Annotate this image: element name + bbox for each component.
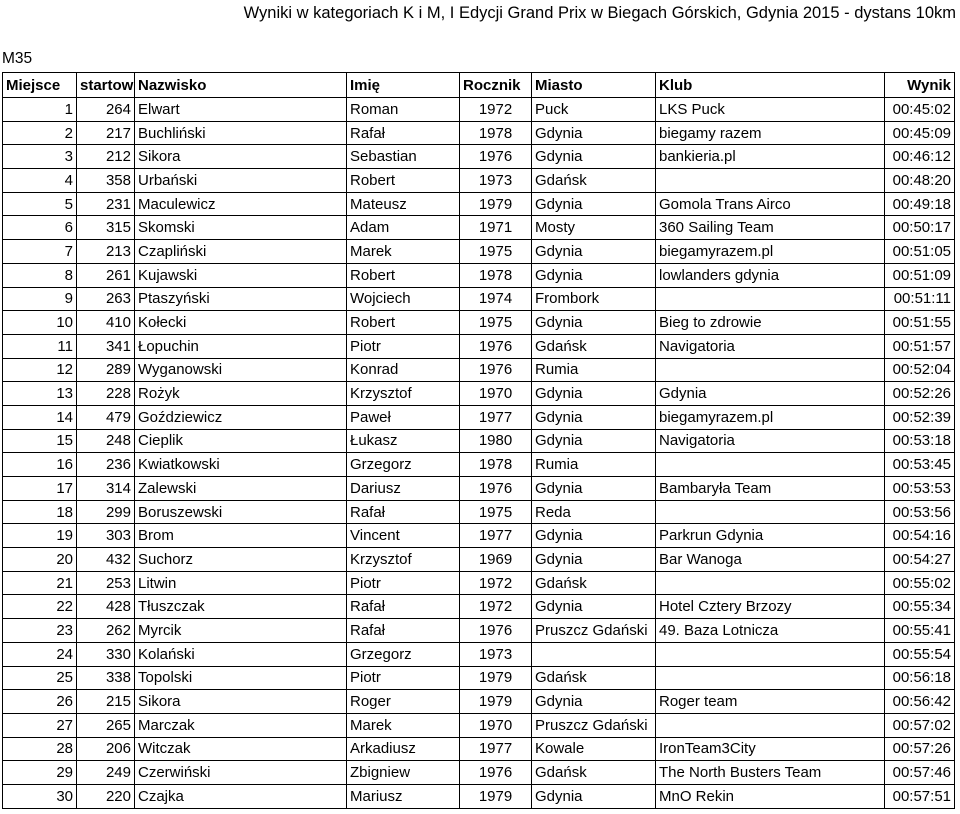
first-name-cell: Wojciech	[347, 287, 460, 311]
city-cell: Gdynia	[532, 240, 656, 264]
surname-cell: Sikora	[135, 145, 347, 169]
city-cell: Gdańsk	[532, 334, 656, 358]
result-time-cell: 00:53:56	[885, 500, 955, 524]
city-cell: Gdynia	[532, 263, 656, 287]
city-cell: Pruszcz Gdański	[532, 713, 656, 737]
start-number-cell: 231	[77, 192, 135, 216]
place-cell: 30	[3, 784, 77, 808]
club-cell	[656, 500, 885, 524]
place-cell: 27	[3, 713, 77, 737]
start-number-cell: 212	[77, 145, 135, 169]
city-cell: Gdańsk	[532, 666, 656, 690]
result-time-cell: 00:54:16	[885, 524, 955, 548]
surname-cell: Boruszewski	[135, 500, 347, 524]
place-cell: 11	[3, 334, 77, 358]
birth-year-cell: 1972	[460, 98, 532, 122]
header-row	[3, 73, 955, 98]
start-number-cell: 432	[77, 548, 135, 572]
club-cell: biegamyrazem.pl	[656, 240, 885, 264]
table-row	[3, 240, 955, 264]
birth-year-cell: 1970	[460, 713, 532, 737]
city-cell: Gdańsk	[532, 169, 656, 193]
table-row	[3, 571, 955, 595]
club-cell: lowlanders gdynia	[656, 263, 885, 287]
start-number-cell: 315	[77, 216, 135, 240]
birth-year-cell: 1969	[460, 548, 532, 572]
start-number-cell: 479	[77, 405, 135, 429]
table-row	[3, 334, 955, 358]
surname-cell: Marczak	[135, 713, 347, 737]
result-time-cell: 00:51:11	[885, 287, 955, 311]
result-time-cell: 00:52:04	[885, 358, 955, 382]
surname-cell: Myrcik	[135, 619, 347, 643]
surname-cell: Witczak	[135, 737, 347, 761]
club-cell	[656, 571, 885, 595]
start-number-cell: 338	[77, 666, 135, 690]
club-cell: MnO Rekin	[656, 784, 885, 808]
first-name-cell: Zbigniew	[347, 761, 460, 785]
club-cell	[656, 358, 885, 382]
place-cell: 29	[3, 761, 77, 785]
result-time-cell: 00:57:26	[885, 737, 955, 761]
table-row	[3, 287, 955, 311]
start-number-cell: 262	[77, 619, 135, 643]
birth-year-cell: 1977	[460, 405, 532, 429]
result-time-cell: 00:56:42	[885, 690, 955, 714]
city-cell: Gdynia	[532, 145, 656, 169]
header-nazwisko: Nazwisko	[135, 73, 347, 98]
city-cell: Frombork	[532, 287, 656, 311]
first-name-cell: Marek	[347, 240, 460, 264]
city-cell: Gdynia	[532, 429, 656, 453]
surname-cell: Elwart	[135, 98, 347, 122]
birth-year-cell: 1978	[460, 121, 532, 145]
place-cell: 10	[3, 311, 77, 335]
club-cell	[656, 169, 885, 193]
birth-year-cell: 1975	[460, 311, 532, 335]
result-time-cell: 00:57:46	[885, 761, 955, 785]
surname-cell: Cieplik	[135, 429, 347, 453]
surname-cell: Maculewicz	[135, 192, 347, 216]
club-cell: Hotel Cztery Brzozy	[656, 595, 885, 619]
club-cell: 360 Sailing Team	[656, 216, 885, 240]
surname-cell: Urbański	[135, 169, 347, 193]
surname-cell: Kwiatkowski	[135, 453, 347, 477]
table-row	[3, 690, 955, 714]
result-time-cell: 00:45:02	[885, 98, 955, 122]
birth-year-cell: 1977	[460, 524, 532, 548]
start-number-cell: 299	[77, 500, 135, 524]
table-row	[3, 500, 955, 524]
birth-year-cell: 1979	[460, 784, 532, 808]
city-cell: Gdynia	[532, 595, 656, 619]
club-cell	[656, 453, 885, 477]
club-cell: biegamyrazem.pl	[656, 405, 885, 429]
birth-year-cell: 1975	[460, 500, 532, 524]
first-name-cell: Vincent	[347, 524, 460, 548]
city-cell: Puck	[532, 98, 656, 122]
table-row	[3, 619, 955, 643]
start-number-cell: 228	[77, 382, 135, 406]
result-time-cell: 00:45:09	[885, 121, 955, 145]
surname-cell: Czerwiński	[135, 761, 347, 785]
birth-year-cell: 1978	[460, 453, 532, 477]
first-name-cell: Rafał	[347, 619, 460, 643]
place-cell: 25	[3, 666, 77, 690]
birth-year-cell: 1971	[460, 216, 532, 240]
surname-cell: Rożyk	[135, 382, 347, 406]
header-startow: startow	[77, 73, 135, 98]
table-row	[3, 358, 955, 382]
table-row	[3, 263, 955, 287]
result-time-cell: 00:53:45	[885, 453, 955, 477]
start-number-cell: 314	[77, 477, 135, 501]
result-time-cell: 00:52:39	[885, 405, 955, 429]
surname-cell: Litwin	[135, 571, 347, 595]
birth-year-cell: 1976	[460, 145, 532, 169]
first-name-cell: Rafał	[347, 595, 460, 619]
first-name-cell: Krzysztof	[347, 382, 460, 406]
place-cell: 26	[3, 690, 77, 714]
city-cell: Kowale	[532, 737, 656, 761]
start-number-cell: 303	[77, 524, 135, 548]
table-row	[3, 642, 955, 666]
birth-year-cell: 1972	[460, 595, 532, 619]
start-number-cell: 265	[77, 713, 135, 737]
place-cell: 22	[3, 595, 77, 619]
first-name-cell: Dariusz	[347, 477, 460, 501]
surname-cell: Tłuszczak	[135, 595, 347, 619]
city-cell	[532, 642, 656, 666]
start-number-cell: 330	[77, 642, 135, 666]
start-number-cell: 263	[77, 287, 135, 311]
place-cell: 23	[3, 619, 77, 643]
surname-cell: Wyganowski	[135, 358, 347, 382]
start-number-cell: 428	[77, 595, 135, 619]
birth-year-cell: 1976	[460, 477, 532, 501]
place-cell: 18	[3, 500, 77, 524]
table-row	[3, 311, 955, 335]
page-title: Wyniki w kategoriach K i M, I Edycji Grand Prix w Biegach Górskich, Gdynia 2015 - dystans 10km	[243, 4, 956, 22]
first-name-cell: Marek	[347, 713, 460, 737]
table-row	[3, 429, 955, 453]
start-number-cell: 215	[77, 690, 135, 714]
result-time-cell: 00:48:20	[885, 169, 955, 193]
birth-year-cell: 1976	[460, 334, 532, 358]
start-number-cell: 341	[77, 334, 135, 358]
table-row	[3, 761, 955, 785]
place-cell: 5	[3, 192, 77, 216]
birth-year-cell: 1976	[460, 619, 532, 643]
surname-cell: Buchliński	[135, 121, 347, 145]
city-cell: Gdynia	[532, 121, 656, 145]
club-cell: IronTeam3City	[656, 737, 885, 761]
surname-cell: Skomski	[135, 216, 347, 240]
place-cell: 16	[3, 453, 77, 477]
city-cell: Gdynia	[532, 382, 656, 406]
club-cell: bankieria.pl	[656, 145, 885, 169]
first-name-cell: Piotr	[347, 666, 460, 690]
club-cell: 49. Baza Lotnicza	[656, 619, 885, 643]
first-name-cell: Paweł	[347, 405, 460, 429]
first-name-cell: Mateusz	[347, 192, 460, 216]
table-row	[3, 666, 955, 690]
city-cell: Rumia	[532, 358, 656, 382]
club-cell: biegamy razem	[656, 121, 885, 145]
table-row	[3, 405, 955, 429]
birth-year-cell: 1977	[460, 737, 532, 761]
city-cell: Reda	[532, 500, 656, 524]
birth-year-cell: 1970	[460, 382, 532, 406]
place-cell: 1	[3, 98, 77, 122]
result-time-cell: 00:53:18	[885, 429, 955, 453]
result-time-cell: 00:51:09	[885, 263, 955, 287]
surname-cell: Sikora	[135, 690, 347, 714]
result-time-cell: 00:55:34	[885, 595, 955, 619]
club-cell: Navigatoria	[656, 334, 885, 358]
city-cell: Gdynia	[532, 477, 656, 501]
first-name-cell: Robert	[347, 263, 460, 287]
city-cell: Gdynia	[532, 405, 656, 429]
place-cell: 28	[3, 737, 77, 761]
birth-year-cell: 1974	[460, 287, 532, 311]
surname-cell: Czapliński	[135, 240, 347, 264]
surname-cell: Goździewicz	[135, 405, 347, 429]
start-number-cell: 249	[77, 761, 135, 785]
place-cell: 2	[3, 121, 77, 145]
result-time-cell: 00:55:54	[885, 642, 955, 666]
birth-year-cell: 1976	[460, 761, 532, 785]
city-cell: Gdynia	[532, 311, 656, 335]
city-cell: Gdynia	[532, 524, 656, 548]
first-name-cell: Mariusz	[347, 784, 460, 808]
start-number-cell: 289	[77, 358, 135, 382]
header-wynik: Wynik	[885, 73, 955, 98]
header-imie: Imię	[347, 73, 460, 98]
start-number-cell: 220	[77, 784, 135, 808]
club-cell	[656, 713, 885, 737]
city-cell: Gdynia	[532, 548, 656, 572]
result-time-cell: 00:57:02	[885, 713, 955, 737]
table-row	[3, 524, 955, 548]
table-row	[3, 737, 955, 761]
club-cell	[656, 287, 885, 311]
city-cell: Pruszcz Gdański	[532, 619, 656, 643]
table-row	[3, 169, 955, 193]
start-number-cell: 248	[77, 429, 135, 453]
surname-cell: Zalewski	[135, 477, 347, 501]
result-time-cell: 00:51:05	[885, 240, 955, 264]
city-cell: Gdańsk	[532, 571, 656, 595]
table-row	[3, 713, 955, 737]
place-cell: 24	[3, 642, 77, 666]
first-name-cell: Grzegorz	[347, 642, 460, 666]
first-name-cell: Rafał	[347, 121, 460, 145]
table-row	[3, 216, 955, 240]
result-time-cell: 00:51:55	[885, 311, 955, 335]
place-cell: 7	[3, 240, 77, 264]
place-cell: 17	[3, 477, 77, 501]
place-cell: 21	[3, 571, 77, 595]
table-row	[3, 453, 955, 477]
birth-year-cell: 1973	[460, 642, 532, 666]
category-label: M35	[2, 50, 33, 67]
surname-cell: Suchorz	[135, 548, 347, 572]
birth-year-cell: 1979	[460, 192, 532, 216]
results-table	[2, 72, 955, 809]
first-name-cell: Grzegorz	[347, 453, 460, 477]
header-miasto: Miasto	[532, 73, 656, 98]
first-name-cell: Robert	[347, 311, 460, 335]
club-cell: Bambaryła Team	[656, 477, 885, 501]
city-cell: Mosty	[532, 216, 656, 240]
surname-cell: Topolski	[135, 666, 347, 690]
club-cell: Gomola Trans Airco	[656, 192, 885, 216]
club-cell: Bieg to zdrowie	[656, 311, 885, 335]
table-row	[3, 548, 955, 572]
first-name-cell: Adam	[347, 216, 460, 240]
table-row	[3, 784, 955, 808]
result-time-cell: 00:55:41	[885, 619, 955, 643]
city-cell: Gdynia	[532, 784, 656, 808]
result-time-cell: 00:56:18	[885, 666, 955, 690]
start-number-cell: 261	[77, 263, 135, 287]
club-cell: Gdynia	[656, 382, 885, 406]
birth-year-cell: 1979	[460, 690, 532, 714]
header-rocznik: Rocznik	[460, 73, 532, 98]
result-time-cell: 00:49:18	[885, 192, 955, 216]
surname-cell: Kujawski	[135, 263, 347, 287]
result-time-cell: 00:53:53	[885, 477, 955, 501]
surname-cell: Czajka	[135, 784, 347, 808]
result-time-cell: 00:51:57	[885, 334, 955, 358]
first-name-cell: Robert	[347, 169, 460, 193]
start-number-cell: 213	[77, 240, 135, 264]
start-number-cell: 358	[77, 169, 135, 193]
birth-year-cell: 1978	[460, 263, 532, 287]
club-cell	[656, 642, 885, 666]
table-row	[3, 98, 955, 122]
first-name-cell: Krzysztof	[347, 548, 460, 572]
surname-cell: Ptaszyński	[135, 287, 347, 311]
birth-year-cell: 1980	[460, 429, 532, 453]
place-cell: 9	[3, 287, 77, 311]
club-cell	[656, 666, 885, 690]
table-row	[3, 145, 955, 169]
city-cell: Gdynia	[532, 690, 656, 714]
place-cell: 6	[3, 216, 77, 240]
start-number-cell: 410	[77, 311, 135, 335]
result-time-cell: 00:54:27	[885, 548, 955, 572]
table-row	[3, 192, 955, 216]
birth-year-cell: 1975	[460, 240, 532, 264]
place-cell: 13	[3, 382, 77, 406]
place-cell: 12	[3, 358, 77, 382]
birth-year-cell: 1973	[460, 169, 532, 193]
surname-cell: Kolański	[135, 642, 347, 666]
club-cell: Roger team	[656, 690, 885, 714]
birth-year-cell: 1972	[460, 571, 532, 595]
start-number-cell: 264	[77, 98, 135, 122]
surname-cell: Kołecki	[135, 311, 347, 335]
surname-cell: Brom	[135, 524, 347, 548]
first-name-cell: Piotr	[347, 334, 460, 358]
city-cell: Gdańsk	[532, 761, 656, 785]
club-cell: Navigatoria	[656, 429, 885, 453]
first-name-cell: Sebastian	[347, 145, 460, 169]
result-time-cell: 00:52:26	[885, 382, 955, 406]
start-number-cell: 217	[77, 121, 135, 145]
first-name-cell: Konrad	[347, 358, 460, 382]
place-cell: 4	[3, 169, 77, 193]
result-time-cell: 00:46:12	[885, 145, 955, 169]
table-row	[3, 477, 955, 501]
city-cell: Rumia	[532, 453, 656, 477]
table-row	[3, 382, 955, 406]
surname-cell: Łopuchin	[135, 334, 347, 358]
place-cell: 15	[3, 429, 77, 453]
birth-year-cell: 1976	[460, 358, 532, 382]
place-cell: 20	[3, 548, 77, 572]
first-name-cell: Arkadiusz	[347, 737, 460, 761]
header-miejsce: Miejsce	[3, 73, 77, 98]
place-cell: 14	[3, 405, 77, 429]
club-cell: LKS Puck	[656, 98, 885, 122]
club-cell: Parkrun Gdynia	[656, 524, 885, 548]
first-name-cell: Piotr	[347, 571, 460, 595]
start-number-cell: 253	[77, 571, 135, 595]
club-cell: Bar Wanoga	[656, 548, 885, 572]
first-name-cell: Łukasz	[347, 429, 460, 453]
first-name-cell: Rafał	[347, 500, 460, 524]
start-number-cell: 236	[77, 453, 135, 477]
place-cell: 3	[3, 145, 77, 169]
result-time-cell: 00:55:02	[885, 571, 955, 595]
table-row	[3, 121, 955, 145]
result-time-cell: 00:57:51	[885, 784, 955, 808]
club-cell: The North Busters Team	[656, 761, 885, 785]
first-name-cell: Roman	[347, 98, 460, 122]
start-number-cell: 206	[77, 737, 135, 761]
first-name-cell: Roger	[347, 690, 460, 714]
city-cell: Gdynia	[532, 192, 656, 216]
place-cell: 19	[3, 524, 77, 548]
place-cell: 8	[3, 263, 77, 287]
result-time-cell: 00:50:17	[885, 216, 955, 240]
birth-year-cell: 1979	[460, 666, 532, 690]
table-row	[3, 595, 955, 619]
header-klub: Klub	[656, 73, 885, 98]
